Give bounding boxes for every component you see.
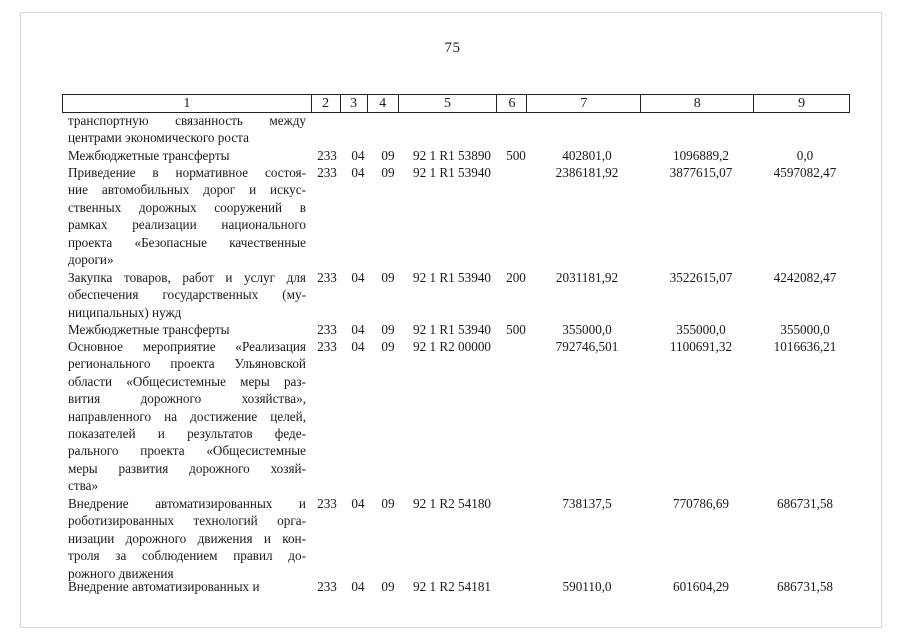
row-5-col-5: 92 1 R1 53940: [412, 322, 492, 337]
row-6-col-9: 1016636,21: [773, 339, 837, 354]
description-line: ства»: [68, 478, 99, 494]
row-2-col-9: 0,0: [796, 148, 814, 163]
row-7-col-3: 04: [351, 496, 365, 511]
row-6-col-2: 233: [317, 339, 337, 354]
column-header-1: 1: [183, 96, 191, 111]
row-7-col-8: 770786,69: [672, 496, 730, 511]
row-2-col-6: 500: [506, 148, 526, 163]
row-4-col-9: 4242082,47: [773, 270, 837, 285]
row-3-description: [68, 164, 306, 268]
description-line: низации дорожного движения и кон-: [68, 530, 306, 546]
row-5-col-8: 355000,0: [676, 322, 726, 337]
description-line: меры развития дорожного хозяй-: [68, 460, 306, 476]
row-5-description: [68, 321, 306, 338]
row-3-col-9: 4597082,47: [773, 165, 837, 180]
row-5-col-9: 355000,0: [780, 322, 830, 337]
column-header-4: 4: [367, 95, 398, 112]
row-5-col-7: 355000,0: [562, 322, 612, 337]
description-line: регионального проекта Ульяновской: [68, 356, 306, 372]
column-header-9: 9: [753, 95, 849, 112]
row-8-col-2: 233: [317, 579, 337, 594]
table-header: [62, 94, 850, 113]
row-6-col-5: 92 1 R2 00000: [412, 339, 492, 354]
description-line: рального проекта «Общесистемные: [68, 443, 306, 459]
row-8-col-7: 590110,0: [562, 579, 612, 594]
row-4-col-6: 200: [506, 270, 526, 285]
description-line: транспортную связанность между: [68, 113, 306, 128]
row-4-col-4: 09: [381, 270, 395, 285]
description-line: Приведение в нормативное состоя-: [68, 165, 306, 180]
row-2-description: [68, 147, 306, 164]
column-header-7: 7: [526, 95, 640, 112]
row-2-col-7: 402801,0: [562, 148, 612, 163]
row-6-description: [68, 338, 306, 495]
row-4-col-5: 92 1 R1 53940: [412, 270, 492, 285]
row-6-col-3: 04: [351, 339, 365, 354]
description-line: троля за соблюдением правил до-: [68, 548, 306, 564]
row-3-col-7: 2386181,92: [555, 165, 619, 180]
description-line: проекта «Безопасные качественные: [68, 234, 306, 250]
row-6-col-7: 792746,501: [555, 339, 619, 354]
row-4-col-8: 3522615,07: [669, 270, 733, 285]
row-4-col-2: 233: [317, 270, 337, 285]
column-header-5: 5: [398, 95, 497, 112]
description-line: роботизированных технологий орга-: [68, 513, 306, 529]
row-5-col-2: 233: [317, 322, 337, 337]
row-8-col-8: 601604,29: [672, 579, 730, 594]
row-8-col-4: 09: [381, 579, 395, 594]
description-line: Внедрение автоматизированных и: [68, 579, 260, 594]
page-number: 75: [444, 40, 461, 56]
row-7-col-5: 92 1 R2 54180: [412, 496, 492, 511]
description-line: рамках реализации национального: [68, 217, 306, 233]
row-8-col-5: 92 1 R2 54181: [412, 579, 492, 594]
row-5-col-3: 04: [351, 322, 365, 337]
row-2-col-3: 04: [351, 148, 365, 163]
description-line: Закупка товаров, работ и услуг для: [68, 270, 306, 285]
row-3-col-5: 92 1 R1 53940: [412, 165, 492, 180]
row-2-col-2: 233: [317, 148, 337, 163]
description-line: дороги»: [68, 251, 114, 267]
row-3-col-4: 09: [381, 165, 395, 180]
row-6-col-4: 09: [381, 339, 395, 354]
row-5-col-6: 500: [506, 322, 526, 337]
description-line: рожного движения: [68, 565, 174, 581]
row-7-col-4: 09: [381, 496, 395, 511]
description-line: области «Общесистемные меры раз-: [68, 373, 306, 389]
row-2-col-5: 92 1 R1 53890: [412, 148, 492, 163]
row-3-col-8: 3877615,07: [669, 165, 733, 180]
description-line: направленного на достижение целей,: [68, 408, 306, 424]
column-header-6: 6: [496, 95, 526, 112]
row-7-description: [68, 495, 306, 582]
description-line: обеспечения государственных (му-: [68, 287, 306, 303]
description-line: ственных дорожных сооружений в: [68, 199, 306, 215]
description-line: Межбюджетные трансферты: [68, 322, 230, 337]
row-7-col-2: 233: [317, 496, 337, 511]
description-line: Внедрение автоматизированных и: [68, 496, 306, 511]
description-line: вития дорожного хозяйства»,: [68, 391, 306, 407]
column-header-2: 2: [311, 95, 340, 112]
row-3-col-3: 04: [351, 165, 365, 180]
description-line: Основное мероприятие «Реализация: [68, 339, 306, 354]
row-4-col-3: 04: [351, 270, 365, 285]
description-line: центрами экономического роста: [68, 130, 249, 146]
column-header-3: 3: [340, 95, 367, 112]
description-line: ние автомобильных дорог и искус-: [68, 182, 306, 198]
row-3-col-2: 233: [317, 165, 337, 180]
row-6-col-8: 1100691,32: [669, 339, 733, 354]
row-5-col-4: 09: [381, 322, 395, 337]
row-8-col-3: 04: [351, 579, 365, 594]
row-8-description: [68, 578, 306, 595]
row-1-description: [68, 112, 306, 147]
row-8-col-9: 686731,58: [776, 579, 834, 594]
row-4-col-7: 2031181,92: [555, 270, 619, 285]
description-line: ниципальных) нужд: [68, 304, 182, 320]
column-header-8: 8: [640, 95, 753, 112]
row-7-col-9: 686731,58: [776, 496, 834, 511]
row-7-col-7: 738137,5: [562, 496, 612, 511]
row-2-col-4: 09: [381, 148, 395, 163]
description-line: показателей и результатов феде-: [68, 425, 306, 441]
description-line: Межбюджетные трансферты: [68, 148, 230, 163]
row-4-description: [68, 269, 306, 321]
row-2-col-8: 1096889,2: [672, 148, 730, 163]
